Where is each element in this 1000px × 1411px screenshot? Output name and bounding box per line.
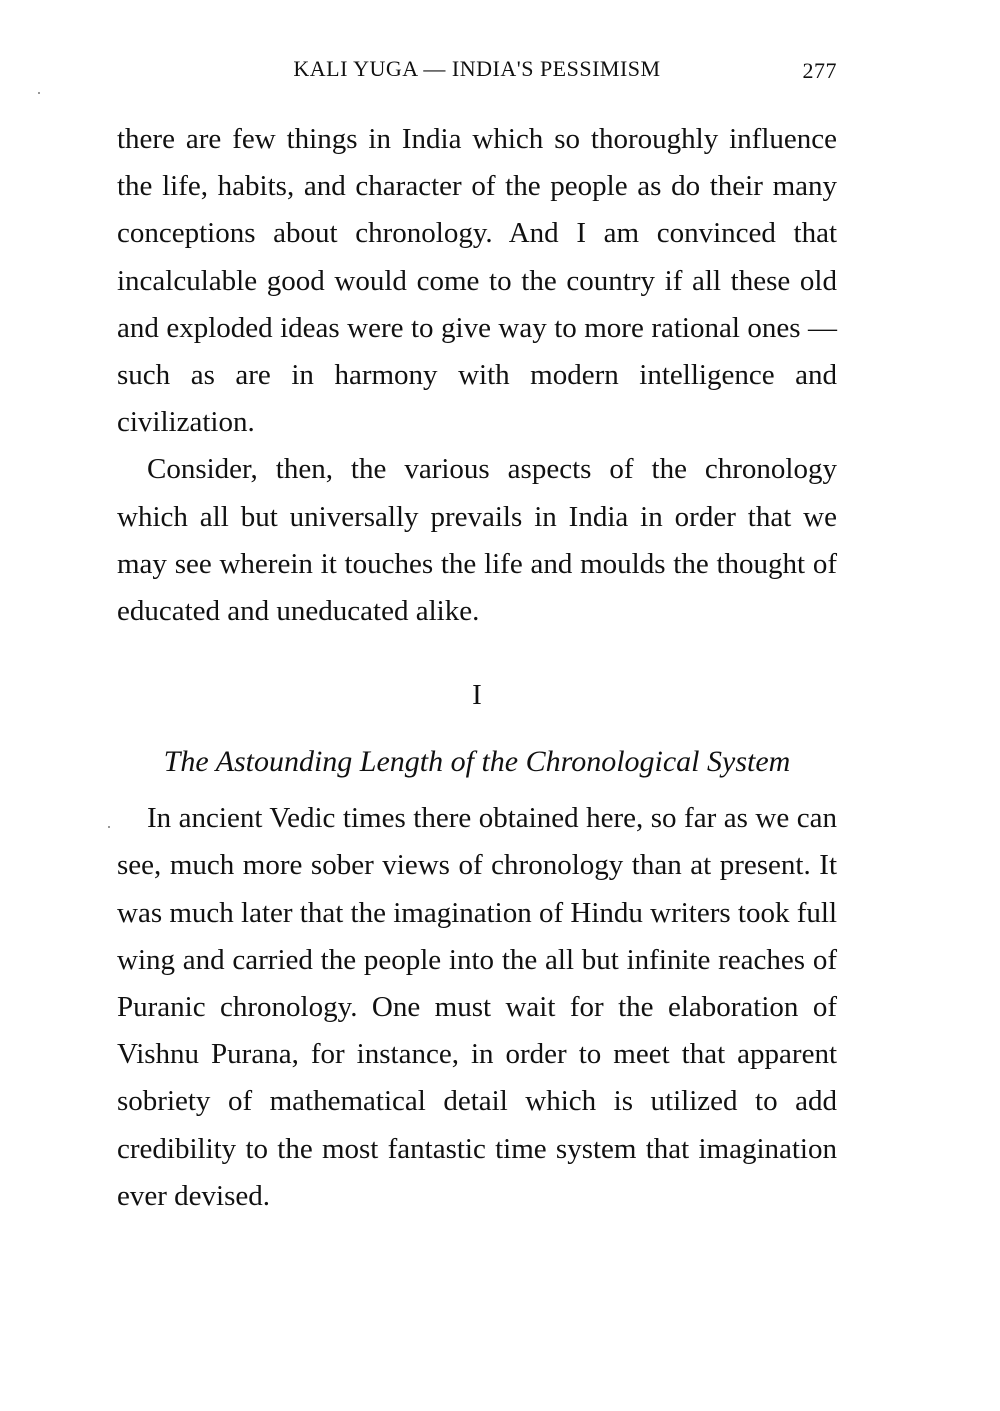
section-heading: The Astounding Length of the Chronological System bbox=[163, 745, 791, 779]
book-page bbox=[117, 56, 837, 1220]
running-head bbox=[117, 56, 837, 90]
paragraph-continued: there are few things in India which so thoroughly influence the life, habits, and character of the people as do their many conceptions about chronology. And I am convinced that incalculable good would come to the country if all these old and exploded ideas were to give way to more rational ones — such as are in harmony with modern intelligence and civilization. bbox=[117, 123, 837, 439]
page-number: 277 bbox=[802, 58, 837, 83]
paragraph-consider: Consider, then, the various aspects of the chronology which all but universally prevails in India in order that we may see wherein it touches the life and moulds the thought of educated and uneducated alike. bbox=[117, 453, 837, 628]
running-title: KALI YUGA — INDIA'S PESSIMISM bbox=[293, 56, 661, 81]
paragraph-vedic-times: In ancient Vedic times there obtained here, so far as we can see, much more sober views of chronology than at present. It was much later that the imagination of Hindu writers took full wing and carried the people into the all but infinite reaches of Puranic chronology. One must wait for the elaboration of Vishnu Purana, for instance, in order to meet that apparent sobriety of mathematical detail which is utilized to add credibility to the most fantastic time system that imagination ever devised. bbox=[117, 802, 838, 1212]
scan-speck bbox=[108, 826, 110, 828]
scan-speck bbox=[38, 92, 40, 94]
section-numeral: I bbox=[472, 679, 482, 712]
